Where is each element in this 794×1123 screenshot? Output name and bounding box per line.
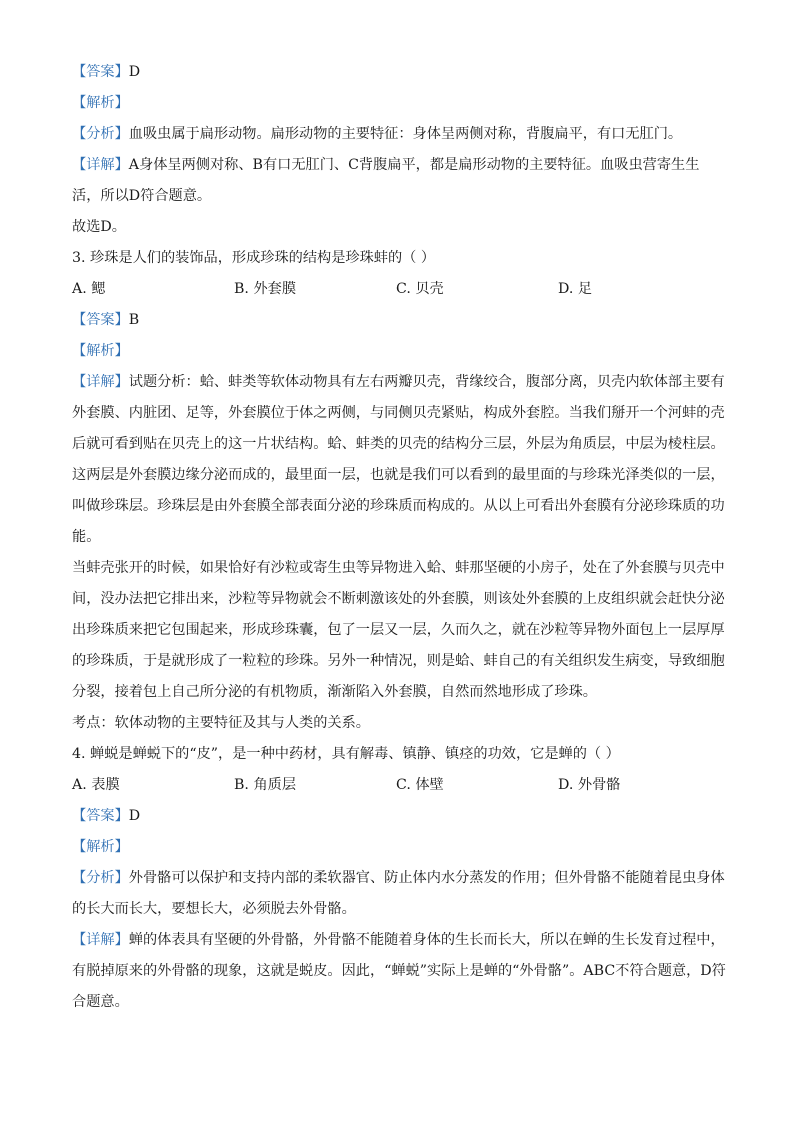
document-page [72,62,726,1023]
q3-para2-line-5: 分裂，接着包上自己所分泌的有机物质，渐渐陷入外套膜，自然而然地形成了珍珠。 [72,684,597,700]
q3-jiexi-line [72,341,722,361]
jiexi-tag: 【解析】 [72,839,129,855]
q4-fenxi-block [72,868,725,919]
q4-fenxi-line-1: 【分析】外骨骼可以保护和支持内部的柔软器官、防止体内水分蒸发的作用；但外骨骼不能随着昆虫身体 [72,870,725,886]
q3-option-c: C. 贝壳 [396,281,444,297]
q3-xiangjie-line-4: 这两层是外套膜边缘分泌而成的，最里面一层，也就是我们可以看到的最里面的与珍珠光泽类似的一层， [72,467,725,483]
q3-kaodian: 考点：软体动物的主要特征及其与人类的关系。 [72,715,370,731]
fenxi-tag: 【分析】 [72,870,129,886]
q3-para2-block [72,558,725,702]
xiangjie-tag: 【详解】 [72,157,129,173]
q3-para2-line-1: 当蚌壳张开的时候，如果恰好有沙粒或寄生虫等异物进入蛤、蚌那坚硬的小房子，处在了外套膜与贝壳中 [72,560,725,576]
q4-fenxi-line-2: 的长大而长大，要想长大，必须脱去外骨骼。 [72,901,356,917]
answer-tag: 【答案】 [72,312,129,328]
q3-xiangjie-line-1: 【详解】试题分析：蛤、蚌类等软体动物具有左右两瓣贝壳，背缘绞合，腹部分离，贝壳内软体部主要有 [72,374,725,390]
q3-xiangjie-line-2: 外套膜、内脏团、足等，外套膜位于体之两侧，与同侧贝壳紧贴，构成外套腔。当我们掰开一个河蚌的壳 [72,405,725,421]
q2-jiexi-line [72,93,722,113]
jiexi-tag: 【解析】 [72,95,129,111]
q3-option-d: D. 足 [558,281,593,297]
q3-options [72,279,722,299]
q2-fenxi-text: 血吸虫属于扁形动物。扁形动物的主要特征：身体呈两侧对称，背腹扁平，有口无肛门。 [128,126,683,142]
q4-option-c: C. 体壁 [396,777,444,793]
q3-answer: B [128,312,140,328]
q3-xiangjie-line-5: 叫做珍珠层。珍珠层是由外套膜全部表面分泌的珍珠质而构成的。从以上可看出外套膜有分泌珍珠质的功 [72,498,725,514]
xiangjie-tag: 【详解】 [72,374,129,390]
q2-fenxi-line [72,124,722,144]
q2-answer: D [128,64,141,80]
q3-option-b: B. 外套膜 [234,281,297,297]
q3-xiangjie-line-6: 能。 [72,529,101,545]
q4-jiexi-line [72,837,722,857]
q4-xiangjie-line-2: 有脱掉原来的外骨骼的现象，这就是蜕皮。因此，“蝉蜕”实际上是蝉的“外骨骼”。ABC不符合题意，D符 [72,963,726,979]
q3-para2-line-2: 间，没办法把它排出来，沙粒等异物就会不断刺激该处的外套膜，则该处外套膜的上皮组织就会赶快分泌 [72,591,725,607]
answer-tag: 【答案】 [72,64,129,80]
q4-answer-line [72,806,722,826]
jiexi-tag: 【解析】 [72,343,129,359]
q4-option-d: D. 外骨骼 [558,777,621,793]
q2-xiangjie-line-2: 活，所以D符合题意。 [72,188,212,204]
q4-xiangjie-block [72,930,726,1012]
q3-answer-line [72,310,722,330]
q2-xiangjie-line-1: 【详解】A身体呈两侧对称、B有口无肛门、C背腹扁平，都是扁形动物的主要特征。血吸虫营寄生生 [72,157,700,173]
q3-xiangjie-block [72,372,725,547]
q2-answer-line [72,62,722,82]
q4-options [72,775,722,795]
q4-answer: D [128,808,141,824]
q2-conclusion: 故选D。 [72,219,126,235]
q4-option-b: B. 角质层 [234,777,297,793]
xiangjie-tag: 【详解】 [72,932,129,948]
q3-option-a: A. 鳃 [72,281,106,297]
q4-xiangjie-line-1: 【详解】蝉的体表具有坚硬的外骨骼，外骨骼不能随着身体的生长而长大，所以在蝉的生长发育过程中， [72,932,725,948]
q4-stem: 4. 蝉蜕是蝉蜕下的“皮”，是一种中药材，具有解毒、镇静、镇痉的功效，它是蝉的（ ） [72,746,620,762]
fenxi-tag: 【分析】 [72,126,129,142]
answer-tag: 【答案】 [72,808,129,824]
q4-xiangjie-line-3: 合题意。 [72,994,129,1010]
q3-xiangjie-line-3: 后就可看到贴在贝壳上的这一片状结构。蛤、蚌类的贝壳的结构分三层，外层为角质层，中层为棱柱层。 [72,436,725,452]
q2-xiangjie-block [72,155,722,206]
q3-stem: 3. 珍珠是人们的装饰品，形成珍珠的结构是珍珠蚌的（ ） [72,250,436,266]
q3-para2-line-3: 出珍珠质来把它包围起来，形成珍珠囊，包了一层又一层，久而久之，就在沙粒等异物外面包上一层厚厚 [72,622,725,638]
q3-para2-line-4: 的珍珠质，于是就形成了一粒粒的珍珠。另外一种情况，则是蛤、蚌自己的有关组织发生病变，导致细胞 [72,653,725,669]
q4-option-a: A. 表膜 [72,777,120,793]
